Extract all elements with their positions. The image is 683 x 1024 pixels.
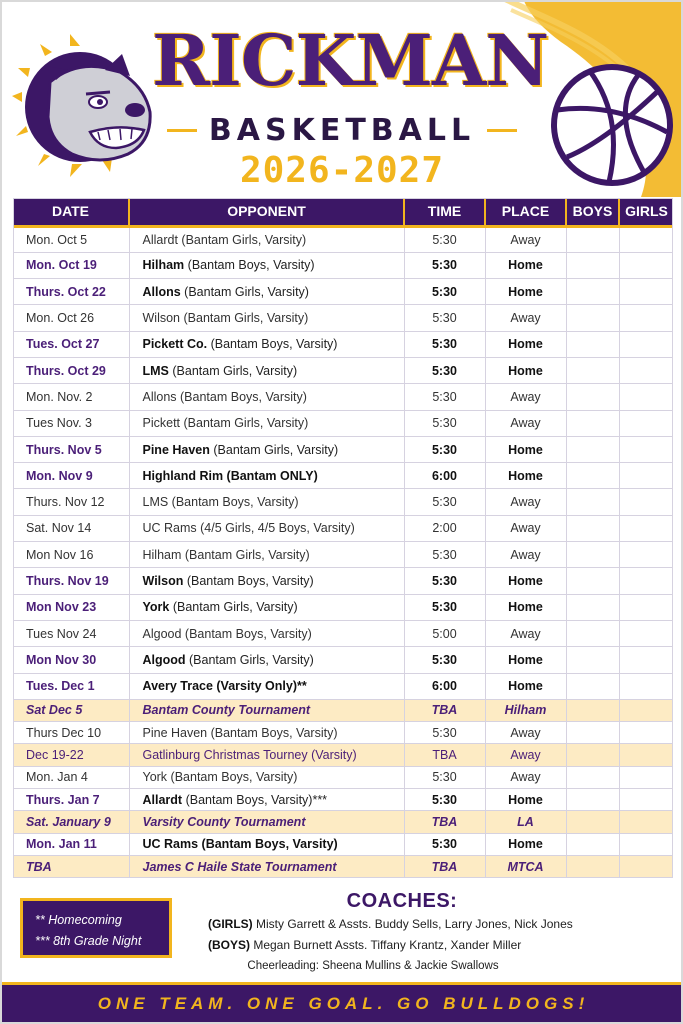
schedule-row [13, 357, 673, 383]
game-opponent [129, 620, 404, 646]
girls-result-cell [619, 722, 673, 744]
girls-result-cell [619, 542, 673, 568]
boys-result-cell [566, 463, 619, 489]
schedule-table [13, 198, 673, 878]
game-time: 5:30 [404, 436, 485, 462]
schedule-row [13, 384, 673, 410]
game-time: 5:30 [404, 489, 485, 515]
game-time: TBA [404, 855, 485, 877]
game-time: 5:30 [404, 252, 485, 278]
column-header-time: TIME [404, 198, 485, 226]
schedule-row [13, 620, 673, 646]
schedule-row [13, 647, 673, 673]
boys-result-cell [566, 789, 619, 811]
opponent-team: Pickett Co. [142, 337, 208, 352]
game-opponent [129, 673, 404, 699]
girls-result-cell [619, 489, 673, 515]
schedule-row [13, 489, 673, 515]
opponent-team: Hilham [142, 258, 185, 273]
game-opponent [129, 766, 404, 788]
bulldog-mascot-icon [10, 32, 160, 182]
opponent-team: Wilson [142, 574, 184, 588]
game-place: Away [485, 744, 566, 766]
game-date: Mon. Oct 19 [13, 252, 129, 278]
game-place: Away [485, 542, 566, 568]
game-date: Thurs. Oct 22 [13, 279, 129, 305]
boys-result-cell [566, 305, 619, 331]
schedule-row [13, 252, 673, 278]
game-time: 5:00 [404, 620, 485, 646]
schedule-row [13, 410, 673, 436]
schedule-row [13, 279, 673, 305]
game-place: Home [485, 673, 566, 699]
game-time: 5:30 [404, 331, 485, 357]
boys-result-cell [566, 410, 619, 436]
boys-result-cell [566, 744, 619, 766]
game-date: Thurs Dec 10 [13, 722, 129, 744]
girls-result-cell [619, 594, 673, 620]
boys-result-cell [566, 699, 619, 721]
game-place: Hilham [485, 699, 566, 721]
game-date: Mon. Oct 5 [13, 226, 129, 252]
boys-result-cell [566, 384, 619, 410]
game-date: Tues Nov. 3 [13, 410, 129, 436]
opponent-detail: (Bantam Boys, Varsity) [176, 389, 307, 404]
column-header-girls: GIRLS [619, 198, 673, 226]
game-time: 2:00 [404, 515, 485, 541]
subtitle-divider-left [167, 129, 197, 132]
game-time: 5:30 [404, 542, 485, 568]
girls-result-cell [619, 766, 673, 788]
game-place: Home [485, 252, 566, 278]
girls-result-cell [619, 620, 673, 646]
opponent-detail: (Bantam Girls, Varsity) [177, 232, 307, 247]
opponent-detail: (Bantam Girls, Varsity) [180, 311, 309, 326]
game-time: 5:30 [404, 833, 485, 855]
game-opponent [129, 463, 404, 489]
game-place: Home [485, 331, 566, 357]
subtitle-row [162, 110, 522, 150]
game-time: TBA [404, 811, 485, 833]
boys-result-cell [566, 515, 619, 541]
girls-result-cell [619, 357, 673, 383]
schedule-row [13, 515, 673, 541]
boys-result-cell [566, 647, 619, 673]
schedule-row [13, 673, 673, 699]
schedule-row [13, 699, 673, 721]
opponent-team: Avery Trace (Varsity Only)** [142, 679, 307, 694]
game-time: 5:30 [404, 279, 485, 305]
girls-result-cell [619, 279, 673, 305]
game-date: Thurs. Oct 29 [13, 357, 129, 383]
girls-result-cell [619, 811, 673, 833]
game-opponent [129, 568, 404, 594]
game-opponent [129, 811, 404, 833]
boys-result-cell [566, 673, 619, 699]
game-place: Away [485, 226, 566, 252]
opponent-team: Pickett [142, 416, 181, 431]
girls-result-cell [619, 833, 673, 855]
girls-result-cell [619, 515, 673, 541]
schedule-row [13, 226, 673, 252]
game-date: Tues. Dec 1 [13, 673, 129, 699]
opponent-team: UC Rams [142, 521, 197, 536]
game-time: 5:30 [404, 226, 485, 252]
game-place: Home [485, 647, 566, 673]
game-date: Mon. Oct 26 [13, 305, 129, 331]
girls-result-cell [619, 647, 673, 673]
girls-result-cell [619, 699, 673, 721]
schedule-row [13, 811, 673, 833]
schedule-header-row [13, 198, 673, 226]
opponent-detail: (Bantam Boys, Varsity) [184, 258, 315, 273]
opponent-team: Pine Haven [142, 725, 208, 740]
game-opponent [129, 833, 404, 855]
boys-result-cell [566, 226, 619, 252]
game-date: Dec 19-22 [13, 744, 129, 766]
game-place: Home [485, 568, 566, 594]
basketball-icon [549, 62, 675, 188]
game-opponent [129, 305, 404, 331]
schedule-row [13, 789, 673, 811]
game-opponent [129, 722, 404, 744]
game-date: Thurs. Nov 19 [13, 568, 129, 594]
game-opponent [129, 789, 404, 811]
opponent-team: Algood [142, 652, 186, 667]
game-place: Away [485, 305, 566, 331]
game-date: Mon. Jan 4 [13, 766, 129, 788]
opponent-team: LMS [142, 495, 169, 510]
opponent-detail: (Bantam Girls, Varsity) [209, 442, 339, 457]
boys-coach-names: Megan Burnett Assts. Tiffany Krantz, Xander Miller [250, 938, 522, 952]
game-opponent [129, 542, 404, 568]
girls-result-cell [619, 568, 673, 594]
boys-result-cell [566, 542, 619, 568]
girls-label: (GIRLS) [208, 917, 253, 931]
schedule-body [13, 226, 673, 878]
game-opponent [129, 410, 404, 436]
game-opponent [129, 279, 404, 305]
opponent-detail: (Bantam Girls, Varsity) [180, 416, 309, 431]
game-opponent [129, 744, 404, 766]
girls-coaches [208, 917, 573, 931]
girls-result-cell [619, 305, 673, 331]
opponent-team: Allons [142, 389, 177, 404]
opponent-detail: (Bantam Boys, Varsity) [183, 574, 314, 588]
opponent-detail: (Bantam Boys, Varsity) [181, 626, 312, 641]
game-place: LA [485, 811, 566, 833]
opponent-detail: (Bantam Girls, Varsity) [185, 652, 314, 667]
game-time: 5:30 [404, 766, 485, 788]
footer-banner [2, 982, 683, 1022]
game-time: TBA [404, 744, 485, 766]
season-years: 2026-2027 [239, 150, 445, 191]
column-header-place: PLACE [485, 198, 566, 226]
game-place: Home [485, 789, 566, 811]
game-place: Home [485, 436, 566, 462]
column-header-boys: BOYS [566, 198, 619, 226]
schedule-row [13, 568, 673, 594]
game-time: TBA [404, 699, 485, 721]
girls-result-cell [619, 789, 673, 811]
opponent-team: Allardt [142, 792, 183, 807]
boys-result-cell [566, 331, 619, 357]
game-place: Home [485, 833, 566, 855]
opponent-team: James C Haile State Tournament [142, 859, 337, 874]
opponent-team: Gatlinburg Christmas Tourney (Varsity) [142, 748, 357, 763]
girls-result-cell [619, 463, 673, 489]
boys-result-cell [566, 489, 619, 515]
girls-coach-names: Misty Garrett & Assts. Buddy Sells, Larry Jones, Nick Jones [252, 917, 573, 931]
opponent-team: York [142, 770, 168, 785]
footer-slogan: ONE TEAM. ONE GOAL. GO BULLDOGS! [97, 993, 590, 1013]
game-date: Sat. Nov 14 [13, 515, 129, 541]
game-opponent [129, 594, 404, 620]
game-place: Away [485, 620, 566, 646]
game-opponent [129, 436, 404, 462]
game-place: Home [485, 463, 566, 489]
game-place: Home [485, 357, 566, 383]
game-place: Away [485, 766, 566, 788]
boys-result-cell [566, 855, 619, 877]
opponent-team: Allons [142, 284, 181, 299]
game-place: Away [485, 410, 566, 436]
column-header-opponent: OPPONENT [129, 198, 404, 226]
opponent-team: Bantam County Tournament [142, 703, 311, 718]
game-opponent [129, 515, 404, 541]
game-opponent [129, 384, 404, 410]
girls-result-cell [619, 252, 673, 278]
opponent-detail: (Bantam Boys, Varsity) [207, 337, 338, 352]
game-date: Tues Nov 24 [13, 620, 129, 646]
girls-result-cell [619, 436, 673, 462]
boys-result-cell [566, 568, 619, 594]
opponent-team: Wilson [142, 311, 181, 326]
opponent-team: York [142, 600, 170, 615]
game-date: Sat Dec 5 [13, 699, 129, 721]
opponent-team: Hilham [142, 547, 182, 562]
boys-result-cell [566, 357, 619, 383]
schedule-row [13, 305, 673, 331]
game-date: Mon Nov 30 [13, 647, 129, 673]
boys-result-cell [566, 252, 619, 278]
game-place: Home [485, 279, 566, 305]
game-time: 5:30 [404, 357, 485, 383]
opponent-team: LMS [142, 363, 169, 378]
schedule-row [13, 463, 673, 489]
girls-result-cell [619, 331, 673, 357]
girls-result-cell [619, 855, 673, 877]
girls-result-cell [619, 226, 673, 252]
game-date: Thurs. Jan 7 [13, 789, 129, 811]
game-time: 5:30 [404, 647, 485, 673]
opponent-detail: (Bantam Boys, Varsity)*** [182, 792, 328, 807]
boys-result-cell [566, 722, 619, 744]
game-time: 6:00 [404, 673, 485, 699]
game-place: MTCA [485, 855, 566, 877]
game-date: Thurs. Nov 12 [13, 489, 129, 515]
school-title: RICKMAN [152, 19, 549, 102]
game-date: TBA [13, 855, 129, 877]
opponent-detail: (Bantam Girls, Varsity) [169, 600, 298, 615]
game-place: Away [485, 515, 566, 541]
cheerleading-coaches: Cheerleading: Sheena Mullins & Jackie Swallows [247, 960, 499, 972]
game-date: Mon Nov 16 [13, 542, 129, 568]
opponent-detail: (Bantam Girls, Varsity) [180, 284, 309, 299]
girls-result-cell [619, 384, 673, 410]
coaches-heading: COACHES: [346, 890, 458, 912]
game-place: Away [485, 722, 566, 744]
game-opponent [129, 489, 404, 515]
game-date: Mon. Nov 9 [13, 463, 129, 489]
game-time: 5:30 [404, 384, 485, 410]
game-time: 6:00 [404, 463, 485, 489]
schedule-row [13, 331, 673, 357]
opponent-team: Algood [142, 626, 182, 641]
game-opponent [129, 252, 404, 278]
opponent-detail: (4/5 Girls, 4/5 Boys, Varsity) [196, 521, 355, 536]
game-opponent [129, 647, 404, 673]
boys-result-cell [566, 436, 619, 462]
legend-8th-grade-night: *** 8th Grade Night [35, 934, 142, 948]
opponent-team: Pine Haven [142, 442, 210, 457]
schedule-row [13, 833, 673, 855]
game-time: 5:30 [404, 568, 485, 594]
game-date: Sat. January 9 [13, 811, 129, 833]
schedule-row [13, 594, 673, 620]
schedule-row [13, 542, 673, 568]
game-place: Home [485, 594, 566, 620]
game-date: Mon. Jan 11 [13, 833, 129, 855]
opponent-team: Varsity County Tournament [142, 814, 306, 829]
girls-result-cell [619, 410, 673, 436]
girls-result-cell [619, 673, 673, 699]
game-date: Tues. Oct 27 [13, 331, 129, 357]
legend-homecoming: ** Homecoming [35, 913, 122, 927]
game-opponent [129, 357, 404, 383]
game-time: 5:30 [404, 789, 485, 811]
column-header-date: DATE [13, 198, 129, 226]
opponent-team: UC Rams (Bantam Boys, Varsity) [142, 837, 338, 852]
opponent-team: Allardt [142, 232, 178, 247]
schedule-row [13, 766, 673, 788]
schedule-row [13, 744, 673, 766]
boys-result-cell [566, 279, 619, 305]
schedule-row [13, 855, 673, 877]
boys-result-cell [566, 620, 619, 646]
opponent-detail: (Bantam Boys, Varsity) [207, 725, 338, 740]
game-place: Away [485, 384, 566, 410]
game-time: 5:30 [404, 410, 485, 436]
boys-result-cell [566, 594, 619, 620]
game-opponent [129, 226, 404, 252]
girls-result-cell [619, 744, 673, 766]
game-time: 5:30 [404, 305, 485, 331]
game-time: 5:30 [404, 722, 485, 744]
schedule-row [13, 722, 673, 744]
boys-result-cell [566, 766, 619, 788]
schedule-row [13, 436, 673, 462]
game-time: 5:30 [404, 594, 485, 620]
opponent-detail: (Bantam Girls, Varsity) [181, 547, 310, 562]
game-opponent [129, 699, 404, 721]
boys-result-cell [566, 811, 619, 833]
game-place: Away [485, 489, 566, 515]
opponent-team: Highland Rim (Bantam ONLY) [142, 468, 318, 483]
boys-coaches [208, 938, 521, 952]
boys-label: (BOYS) [208, 938, 250, 952]
sport-subtitle: BASKETBALL [208, 112, 476, 148]
opponent-detail: (Bantam Boys, Varsity) [167, 770, 298, 785]
opponent-detail: (Bantam Boys, Varsity) [168, 495, 299, 510]
game-opponent [129, 855, 404, 877]
legend-box [20, 898, 172, 958]
game-opponent [129, 331, 404, 357]
boys-result-cell [566, 833, 619, 855]
game-date: Thurs. Nov 5 [13, 436, 129, 462]
game-date: Mon. Nov. 2 [13, 384, 129, 410]
game-date: Mon Nov 23 [13, 594, 129, 620]
subtitle-divider-right [487, 129, 517, 132]
opponent-detail: (Bantam Girls, Varsity) [168, 363, 298, 378]
